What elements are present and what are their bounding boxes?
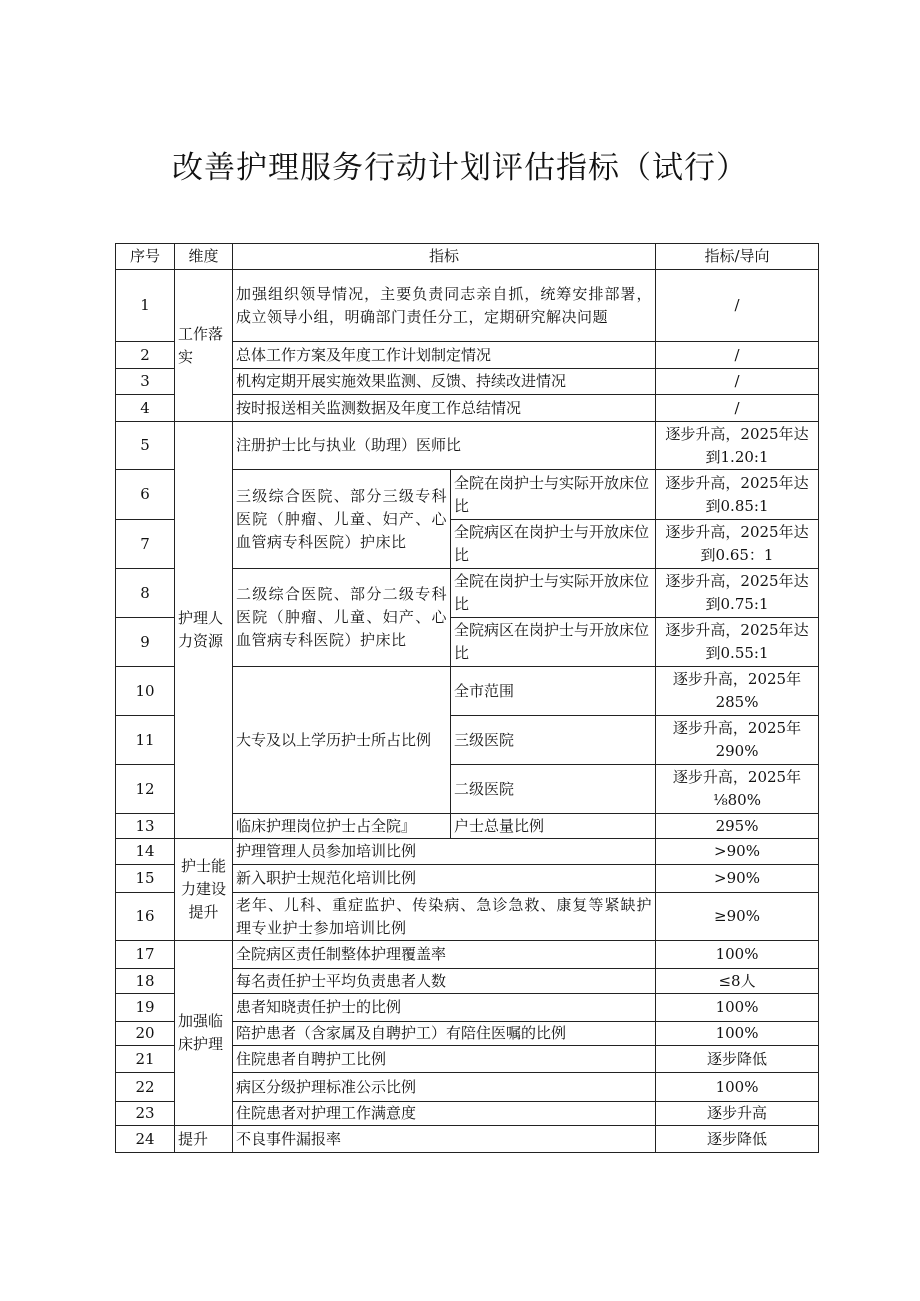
table-row bbox=[116, 422, 819, 470]
row-number: 15 bbox=[116, 865, 175, 893]
indicator-group-education: 大专及以上学历护士所占比例 bbox=[233, 667, 451, 814]
target-value: 逐步升高，2025年达到1.20:1 bbox=[656, 422, 819, 470]
target-value: >90% bbox=[656, 839, 819, 865]
row-number: 12 bbox=[116, 765, 175, 814]
row-number: 19 bbox=[116, 994, 175, 1022]
sub-indicator-text: 全院在岗护士与实际开放床位比 bbox=[451, 470, 656, 520]
indicator-text: 老年、儿科、重症监护、传染病、急诊急救、康复等紧缺护理专业护士参加培训比例 bbox=[233, 893, 656, 941]
row-number: 18 bbox=[116, 969, 175, 994]
header-target: 指标/导向 bbox=[656, 244, 819, 270]
indicator-text: 每名责任护士平均负责患者人数 bbox=[233, 969, 656, 994]
target-value: / bbox=[656, 369, 819, 395]
target-value: 100% bbox=[656, 941, 819, 969]
row-number: 8 bbox=[116, 569, 175, 618]
target-value: 逐步升高，2025年达到0.65：1 bbox=[656, 520, 819, 569]
row-number: 24 bbox=[116, 1126, 175, 1153]
indicator-text: 护理管理人员参加培训比例 bbox=[233, 839, 656, 865]
dimension-hr: 护理人力资源 bbox=[175, 422, 233, 839]
dimension-work: 工作落实 bbox=[175, 270, 233, 422]
row-number: 14 bbox=[116, 839, 175, 865]
indicator-text: 机构定期开展实施效果监测、反馈、持续改进情况 bbox=[233, 369, 656, 395]
dimension-improve: 提升 bbox=[175, 1126, 233, 1153]
row-number: 21 bbox=[116, 1046, 175, 1073]
indicator-text: 临床护理岗位护士占全院』 bbox=[233, 814, 451, 839]
target-value: / bbox=[656, 270, 819, 342]
target-value: ≤8人 bbox=[656, 969, 819, 994]
indicator-text: 按时报送相关监测数据及年度工作总结情况 bbox=[233, 395, 656, 422]
target-value: 100% bbox=[656, 1073, 819, 1102]
header-indicator: 指标 bbox=[233, 244, 656, 270]
table-row bbox=[116, 270, 819, 342]
row-number: 23 bbox=[116, 1102, 175, 1126]
sub-indicator-text: 三级医院 bbox=[451, 716, 656, 765]
row-number: 11 bbox=[116, 716, 175, 765]
indicator-text: 不良事件漏报率 bbox=[233, 1126, 656, 1153]
indicator-text: 住院患者自聘护工比例 bbox=[233, 1046, 656, 1073]
header-seq: 序号 bbox=[116, 244, 175, 270]
indicator-table bbox=[115, 243, 819, 1153]
dimension-training: 护士能力建设提升 bbox=[175, 839, 233, 941]
indicator-text: 住院患者对护理工作满意度 bbox=[233, 1102, 656, 1126]
sub-indicator-text: 户士总量比例 bbox=[451, 814, 656, 839]
target-value: ≥90% bbox=[656, 893, 819, 941]
target-value: 逐步升高，2025年达到0.55:1 bbox=[656, 618, 819, 667]
target-value: 逐步升高，2025年⅛80% bbox=[656, 765, 819, 814]
indicator-text: 新入职护士规范化培训比例 bbox=[233, 865, 656, 893]
row-number: 9 bbox=[116, 618, 175, 667]
row-number: 17 bbox=[116, 941, 175, 969]
indicator-text: 注册护士比与执业（助理）医师比 bbox=[233, 422, 656, 470]
row-number: 6 bbox=[116, 470, 175, 520]
table-header-row bbox=[116, 244, 819, 270]
target-value: 逐步升高，2025年达到0.75:1 bbox=[656, 569, 819, 618]
table-row bbox=[116, 1126, 819, 1153]
row-number: 20 bbox=[116, 1022, 175, 1046]
row-number: 1 bbox=[116, 270, 175, 342]
target-value: 295% bbox=[656, 814, 819, 839]
page-title: 改善护理服务行动计划评估指标（试行） bbox=[172, 150, 748, 186]
target-value: >90% bbox=[656, 865, 819, 893]
dimension-clinical: 加强临床护理 bbox=[175, 941, 233, 1126]
row-number: 13 bbox=[116, 814, 175, 839]
indicator-text: 患者知晓责任护士的比例 bbox=[233, 994, 656, 1022]
target-value: 逐步升高 bbox=[656, 1102, 819, 1126]
indicator-group-tier3: 三级综合医院、部分三级专科医院（肿瘤、儿童、妇产、心血管病专科医院）护床比 bbox=[233, 470, 451, 569]
target-value: 逐步降低 bbox=[656, 1046, 819, 1073]
row-number: 7 bbox=[116, 520, 175, 569]
row-number: 16 bbox=[116, 893, 175, 941]
indicator-text: 病区分级护理标准公示比例 bbox=[233, 1073, 656, 1102]
indicator-text: 加强组织领导情况，主要负责同志亲自抓，统筹安排部署，成立领导小组，明确部门责任分工，定期研究解决问题 bbox=[233, 270, 656, 342]
table-row bbox=[116, 941, 819, 969]
target-value: / bbox=[656, 395, 819, 422]
row-number: 22 bbox=[116, 1073, 175, 1102]
sub-indicator-text: 全市范围 bbox=[451, 667, 656, 716]
row-number: 3 bbox=[116, 369, 175, 395]
target-value: / bbox=[656, 342, 819, 369]
row-number: 10 bbox=[116, 667, 175, 716]
sub-indicator-text: 全院在岗护士与实际开放床位比 bbox=[451, 569, 656, 618]
sub-indicator-text: 全院病区在岗护士与开放床位比 bbox=[451, 520, 656, 569]
target-value: 逐步升高，2025年达到0.85:1 bbox=[656, 470, 819, 520]
indicator-text: 全院病区责任制整体护理覆盖率 bbox=[233, 941, 656, 969]
sub-indicator-text: 全院病区在岗护士与开放床位比 bbox=[451, 618, 656, 667]
indicator-group-tier2: 二级综合医院、部分二级专科医院（肿瘤、儿童、妇产、心血管病专科医院）护床比 bbox=[233, 569, 451, 667]
sub-indicator-text: 二级医院 bbox=[451, 765, 656, 814]
target-value: 逐步升高，2025年285% bbox=[656, 667, 819, 716]
target-value: 100% bbox=[656, 1022, 819, 1046]
indicator-text: 总体工作方案及年度工作计划制定情况 bbox=[233, 342, 656, 369]
indicator-text: 陪护患者（含家属及自聘护工）有陪住医嘱的比例 bbox=[233, 1022, 656, 1046]
table-row bbox=[116, 839, 819, 865]
header-dimension: 维度 bbox=[175, 244, 233, 270]
row-number: 5 bbox=[116, 422, 175, 470]
target-value: 逐步降低 bbox=[656, 1126, 819, 1153]
target-value: 100% bbox=[656, 994, 819, 1022]
row-number: 2 bbox=[116, 342, 175, 369]
target-value: 逐步升高，2025年290% bbox=[656, 716, 819, 765]
row-number: 4 bbox=[116, 395, 175, 422]
